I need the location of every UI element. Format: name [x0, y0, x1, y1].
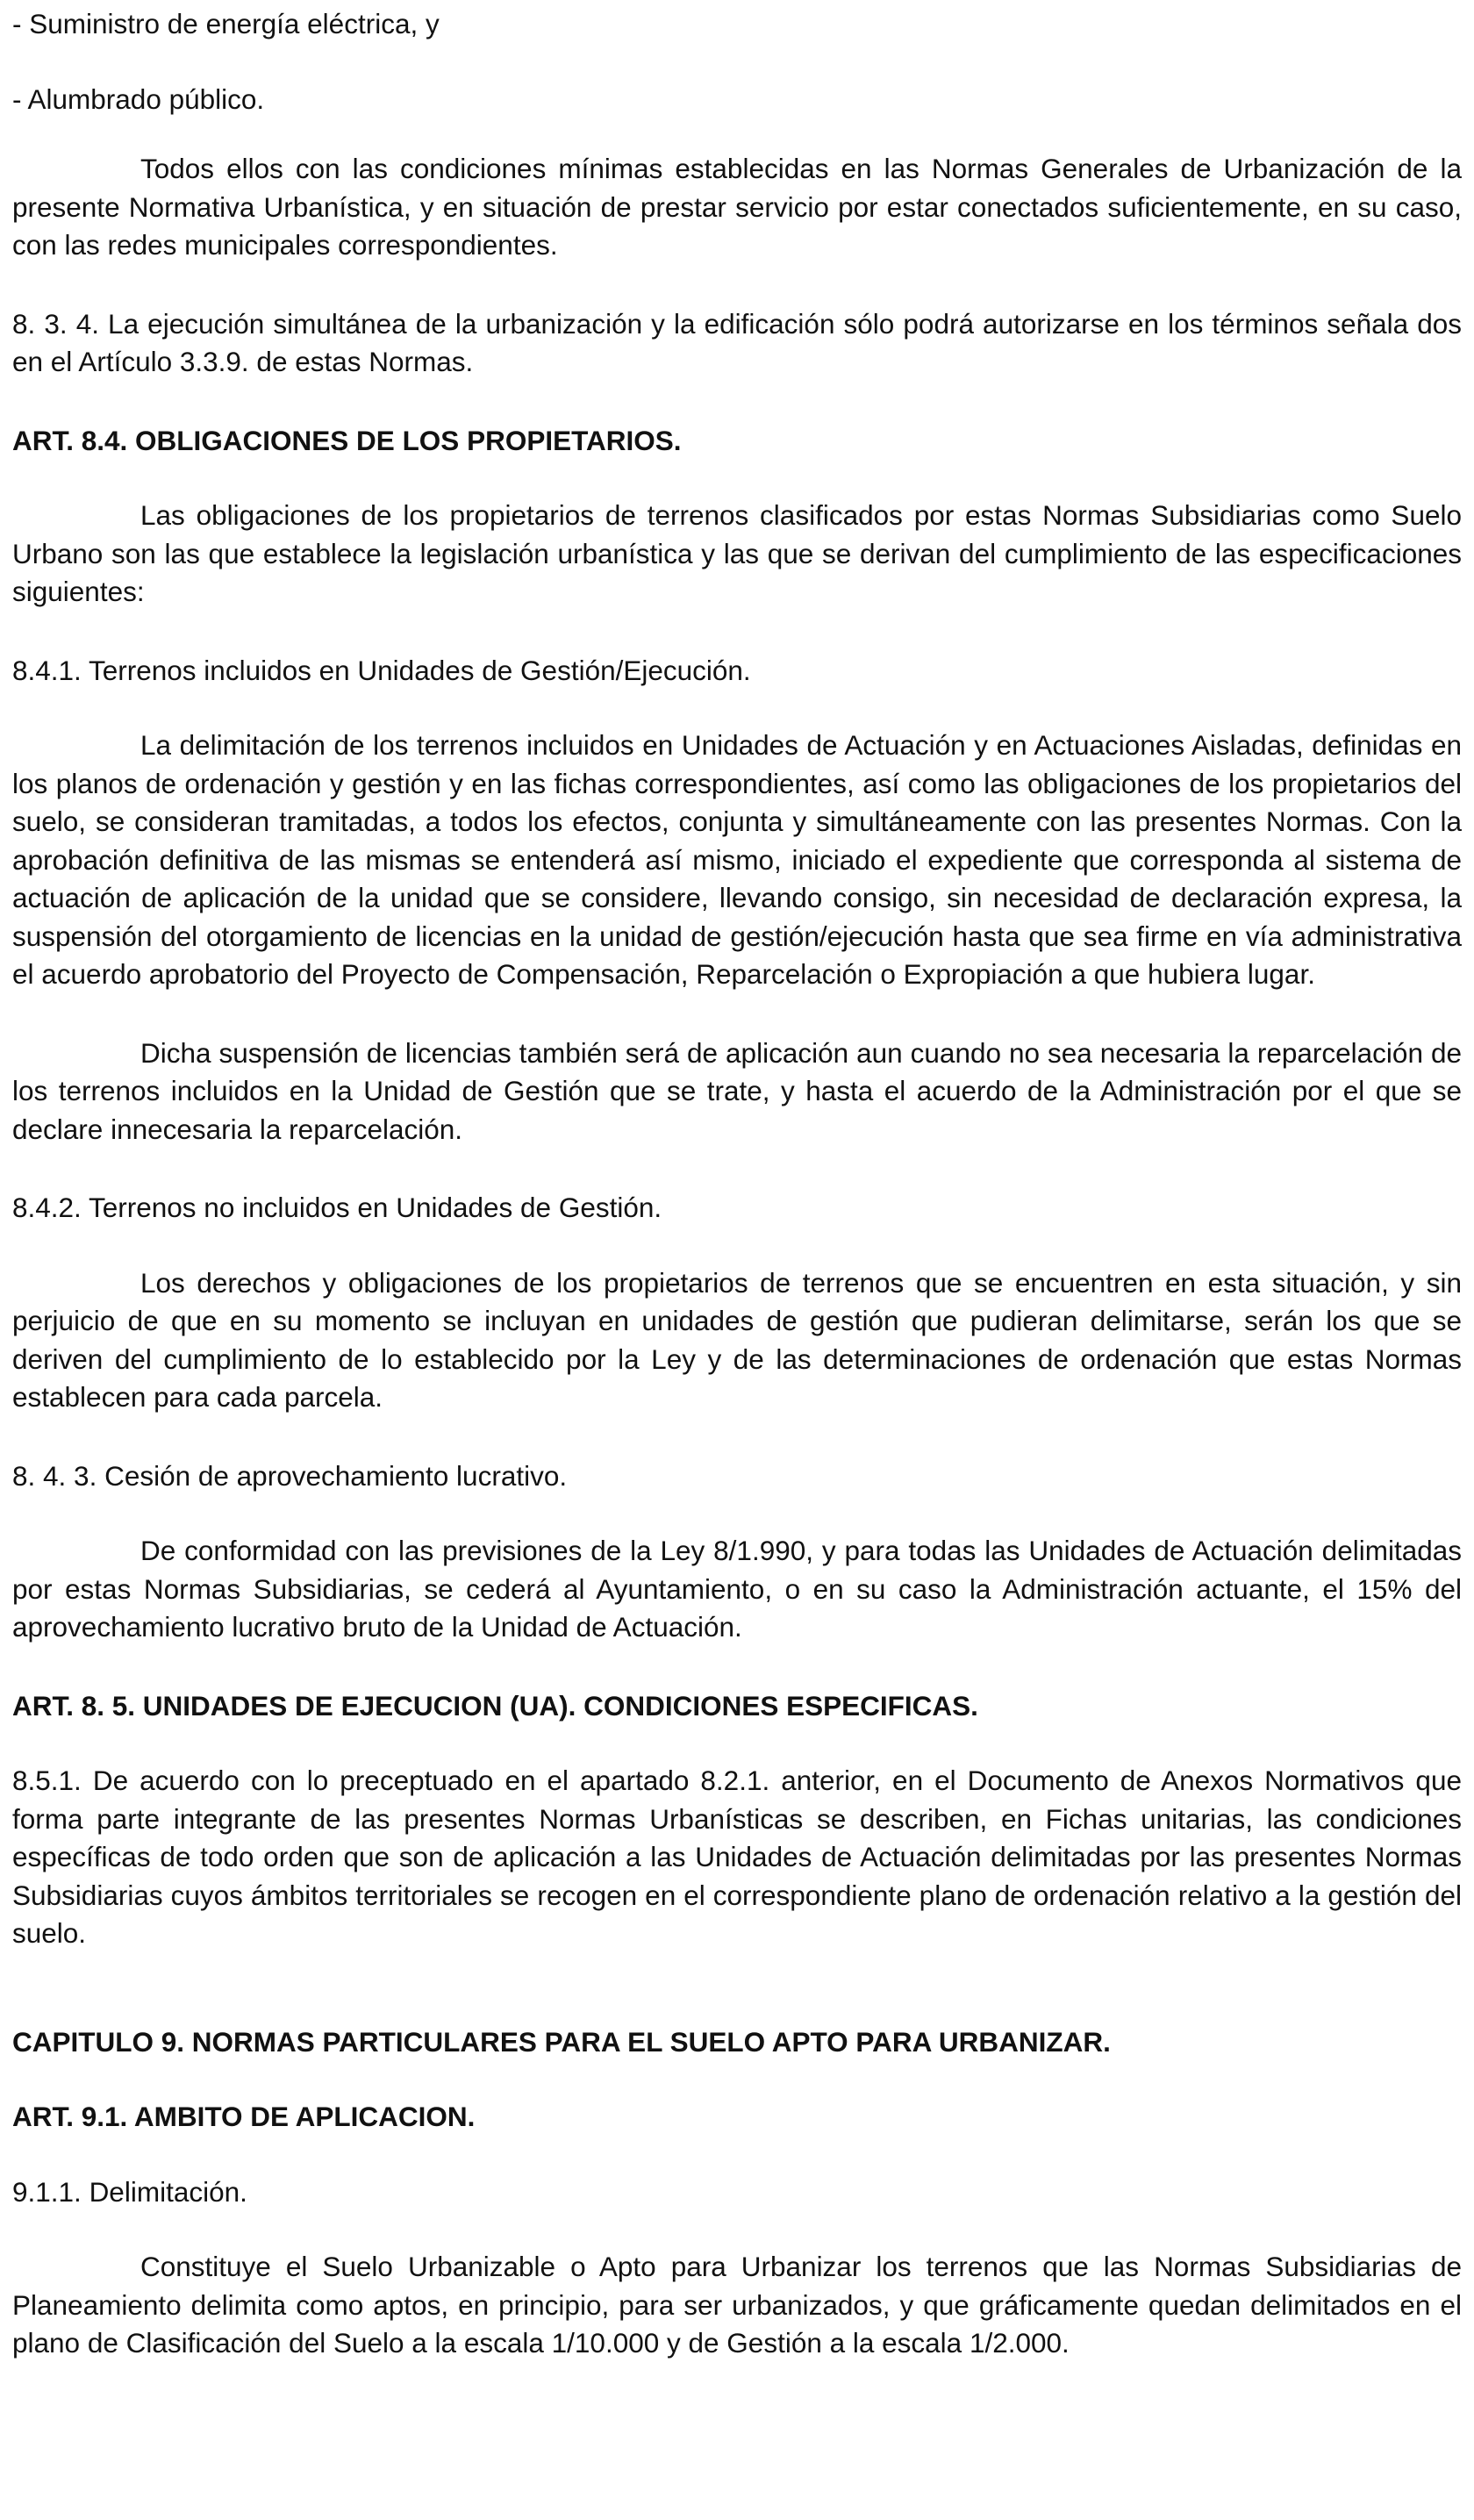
- article-heading: ART. 8.4. OBLIGACIONES DE LOS PROPIETARIOS.: [12, 424, 682, 456]
- article-heading: ART. 9.1. AMBITO DE APLICACION.: [12, 2101, 476, 2132]
- article-heading: ART. 8. 5. UNIDADES DE EJECUCION (UA). CONDICIONES ESPECIFICAS.: [12, 1689, 978, 1722]
- subsection-heading: 8.4.2. Terrenos no incluidos en Unidades de Gestión.: [12, 1192, 662, 1223]
- paragraph: Los derechos y obligaciones de los propietarios de terrenos que se encuentren en esta situación, y sin perjuicio de que en su momento se incluyan en unidades de gestión que pudieran delimitarse, serán los que se deriven del cumplimiento de lo establecido por la Ley y de las determinaciones de ordenación que estas Normas establecen para cada parcela.: [12, 1266, 1462, 1413]
- paragraph: 8.5.1. De acuerdo con lo preceptuado en el apartado 8.2.1. anterior, en el Documento de Anexos Normativos que forma parte integrante de las presentes Normas Urbanísticas se describen, en Fichas unitarias, las condiciones específicas de todo orden que son de aplicación a las Unidades de Actuación delimitadas por las presentes Normas Subsidiarias cuyos ámbitos territoriales se recogen en el correspondiente plano de ordenación relativo a la gestión del suelo.: [12, 1765, 1462, 1949]
- paragraph: 8. 3. 4. La ejecución simultánea de la urbanización y la edificación sólo podrá autorizarse en los términos señala dos en el Artículo 3.3.9. de estas Normas.: [12, 307, 1462, 377]
- paragraph: Las obligaciones de los propietarios de terrenos clasificados por estas Normas Subsidiarias como Suelo Urbano son las que establece la legislación urbanística y las que se derivan del cumplimiento de las especificaciones siguientes:: [12, 499, 1462, 607]
- paragraph: La delimitación de los terrenos incluidos en Unidades de Actuación y en Actuaciones Aisladas, definidas en los planos de ordenación y gestión y en las fichas correspondientes, así como las obligaciones de los propietarios del suelo, se consideran tramitadas, a todos los efectos, conjunta y simultáneamente con las presentes Normas. Con la aprobación definitiva de las mismas se entenderá así mismo, iniciado el expediente que corresponda al sistema de actuación de aplicación de la unidad que se considere, llevando consigo, sin necesidad de declaración expresa, la suspensión del otorgamiento de licencias en la unidad de gestión/ejecución hasta que sea firme en vía administrativa el acuerdo aprobatorio del Proyecto de Compensación, Reparcelación o Expropiación a que hubiera lugar.: [12, 729, 1462, 990]
- list-item: - Suministro de energía eléctrica, y: [12, 8, 440, 39]
- subsection-heading: 8. 4. 3. Cesión de aprovechamiento lucrativo.: [12, 1459, 568, 1492]
- paragraph: Constituye el Suelo Urbanizable o Apto para Urbanizar los terrenos que las Normas Subsidiarias de Planeamiento delimita como aptos, en principio, para ser urbanizados, y que gráficamente quedan delimitados en el plano de Clasificación del Suelo a la escala 1/10.000 y de Gestión a la escala 1/2.000.: [12, 2251, 1462, 2359]
- list-item: - Alumbrado público.: [12, 82, 265, 115]
- paragraph: De conformidad con las previsiones de la Ley 8/1.990, y para todas las Unidades de Actuación delimitadas por estas Normas Subsidiarias, se cederá al Ayuntamiento, o en su caso la Administración actuante, el 15% del aprovechamiento lucrativo bruto de la Unidad de Actuación.: [12, 1535, 1462, 1643]
- subsection-heading: 8.4.1. Terrenos incluidos en Unidades de Gestión/Ejecución.: [12, 654, 751, 686]
- paragraph: Dicha suspensión de licencias también será de aplicación aun cuando no sea necesaria la reparcelación de los terrenos incluidos en la Unidad de Gestión que se trate, y hasta el acuerdo de la Administración por el que se declare innecesaria la reparcelación.: [12, 1036, 1462, 1145]
- document-page: [12, 5, 1462, 2363]
- subsection-heading: 9.1.1. Delimitación.: [12, 2175, 247, 2208]
- paragraph: Todos ellos con las condiciones mínimas establecidas en las Normas Generales de Urbanización de la presente Normativa Urbanística, y en situación de prestar servicio por estar conectados suficientemente, en su caso, con las redes municipales correspondientes.: [12, 153, 1462, 261]
- chapter-heading: CAPITULO 9. NORMAS PARTICULARES PARA EL SUELO APTO PARA URBANIZAR.: [12, 2025, 1111, 2058]
